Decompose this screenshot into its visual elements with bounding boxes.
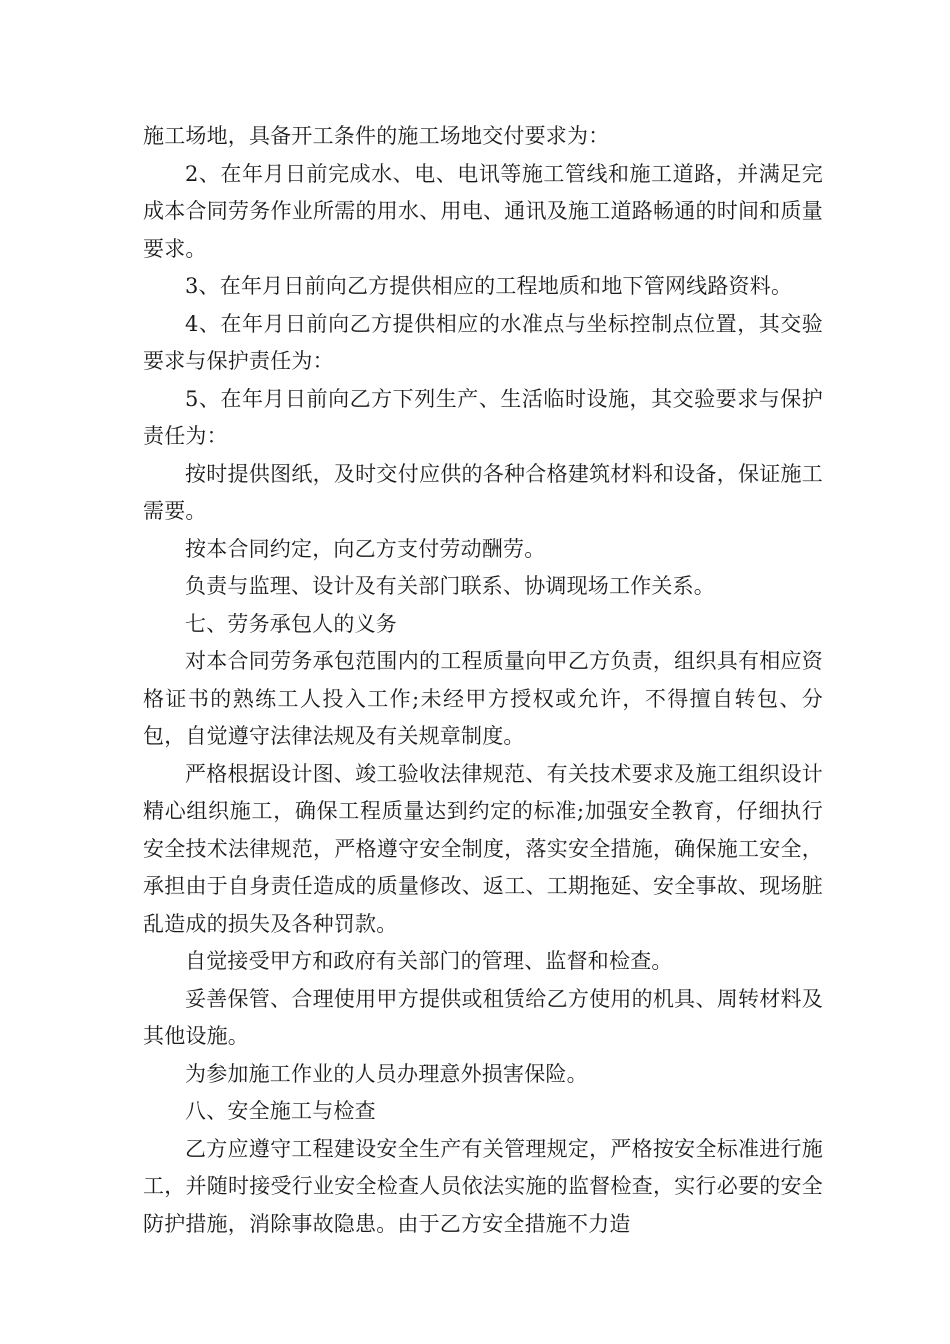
document-body	[143, 118, 823, 1243]
paragraph-item-3: 3、在年月日前向乙方提供相应的工程地质和地下管网线路资料。	[185, 274, 793, 298]
section-heading-7: 七、劳务承包人的义务	[185, 611, 397, 636]
paragraph-site-handover: 施工场地，具备开工条件的施工场地交付要求为：	[143, 124, 610, 148]
paragraph-insurance: 为参加施工作业的人员办理意外损害保险。	[185, 1061, 588, 1086]
paragraph-supervision: 自觉接受甲方和政府有关部门的管理、监督和检查。	[185, 949, 673, 973]
paragraph-item-5: 5、在年月日前向乙方下列生产、生活临时设施，其交验要求与保护责任为：	[143, 386, 823, 448]
paragraph-quality-responsibility: 对本合同劳务承包范围内的工程质量向甲乙方负责，组织具有相应资格证书的熟练工人投入工作;未经甲方授权或允许，不得擅自转包、分包，自觉遵守法律法规及有关规章制度。	[143, 649, 823, 748]
paragraph-safety-rules: 乙方应遵守工程建设安全生产有关管理规定，严格按安全标准进行施工，并随时接受行业安全检查人员依法实施的监督检查，实行必要的安全防护措施，消除事故隐患。由于乙方安全措施不力造	[143, 1136, 823, 1236]
section-heading-8: 八、安全施工与检查	[185, 1099, 376, 1123]
paragraph-drawings: 按时提供图纸，及时交付应供的各种合格建筑材料和设备，保证施工需要。	[143, 461, 823, 523]
paragraph-coordination: 负责与监理、设计及有关部门联系、协调现场工作关系。	[185, 574, 715, 598]
paragraph-item-4: 4、在年月日前向乙方提供相应的水准点与坐标控制点位置，其交验要求与保护责任为：	[143, 311, 823, 373]
paragraph-construction-standards: 严格根据设计图、竣工验收法律规范、有关技术要求及施工组织设计精心组织施工，确保工程质量达到约定的标准;加强安全教育，仔细执行安全技术法律规范，严格遵守安全制度，落实安全措施，确保施工安全，承担由于自身责任造成的质量修改、返工、工期拖延、安全事故、现场脏乱造成的损失及各种罚款。	[143, 761, 823, 936]
paragraph-payment: 按本合同约定，向乙方支付劳动酬劳。	[185, 536, 546, 561]
paragraph-item-2: 2、在年月日前完成水、电、电讯等施工管线和施工道路，并满足完成本合同劳务作业所需的用水、用电、通讯及施工道路畅通的时间和质量要求。	[143, 161, 823, 261]
paragraph-equipment-custody: 妥善保管、合理使用甲方提供或租赁给乙方使用的机具、周转材料及其他设施。	[143, 986, 823, 1048]
